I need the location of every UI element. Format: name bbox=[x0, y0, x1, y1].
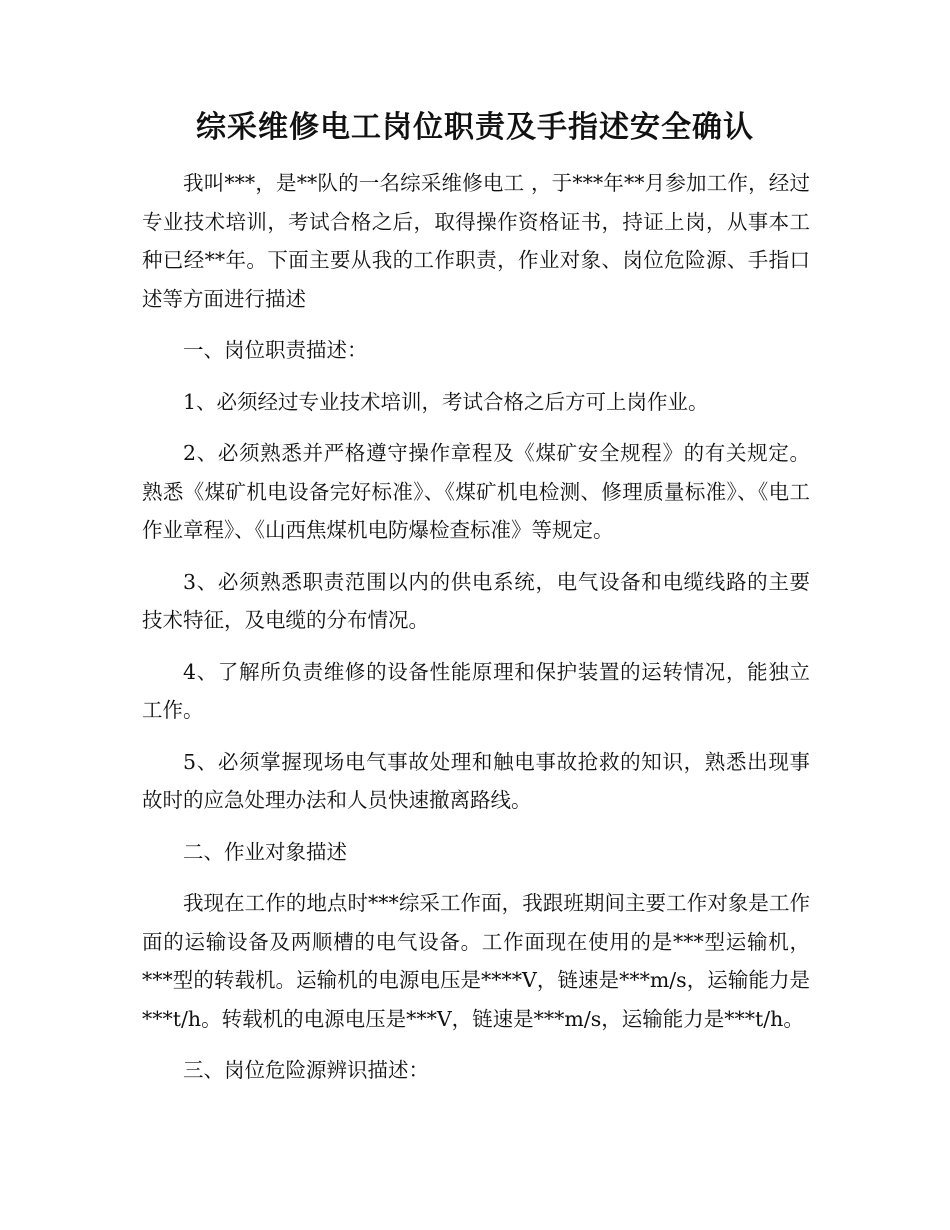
section-heading-hazards: 三、岗位危险源辨识描述： bbox=[183, 1058, 429, 1082]
duty-item-3: 3、必须熟悉职责范围以内的供电系统，电气设备和电缆线路的主要技术特征，及电缆的分布情况。 bbox=[142, 569, 810, 632]
intro-paragraph: 我叫***，是**队的一名综采维修电工 ，于***年**月参加工作，经过专业技术培训，考试合格之后，取得操作资格证书，持证上岗，从事本工种已经**年。下面主要从我的工作职责，作业对象、岗位危险源、手指口述等方面进行描述 bbox=[142, 171, 810, 311]
duty-item-5: 5、必须掌握现场电气事故处理和触电事故抢救的知识，熟悉出现事故时的应急处理办法和人员快速撤离路线。 bbox=[142, 749, 810, 812]
document-title: 综采维修电工岗位职责及手指述安全确认 bbox=[196, 110, 754, 145]
document-body bbox=[142, 164, 810, 1103]
work-objects-paragraph: 我现在工作的地点时***综采工作面，我跟班期间主要工作对象是工作面的运输设备及两顺槽的电气设备。工作面现在使用的是***型运输机，***型的转载机。运输机的电源电压是****V，链速是***m/s，运输能力是***t/h。转载机的电源电压是***V，链速是***m/s，运输能力是***t/h。 bbox=[142, 891, 810, 1031]
duty-item-2: 2、必须熟悉并严格遵守操作章程及《煤矿安全规程》的有关规定。熟悉《煤矿机电设备完好标准》、《煤矿机电检测、修理质量标准》、《电工作业章程》、《山西焦煤机电防爆检查标准》等规定。 bbox=[142, 441, 810, 542]
section-heading-work-objects: 二、作业对象描述 bbox=[183, 839, 347, 864]
section-heading-duties: 一、岗位职责描述： bbox=[183, 338, 368, 362]
duty-item-4: 4、了解所负责维修的设备性能原理和保护装置的运转情况，能独立工作。 bbox=[142, 659, 810, 722]
duty-item-1: 1、必须经过专业技术培训，考试合格之后方可上岗作业。 bbox=[183, 389, 709, 414]
